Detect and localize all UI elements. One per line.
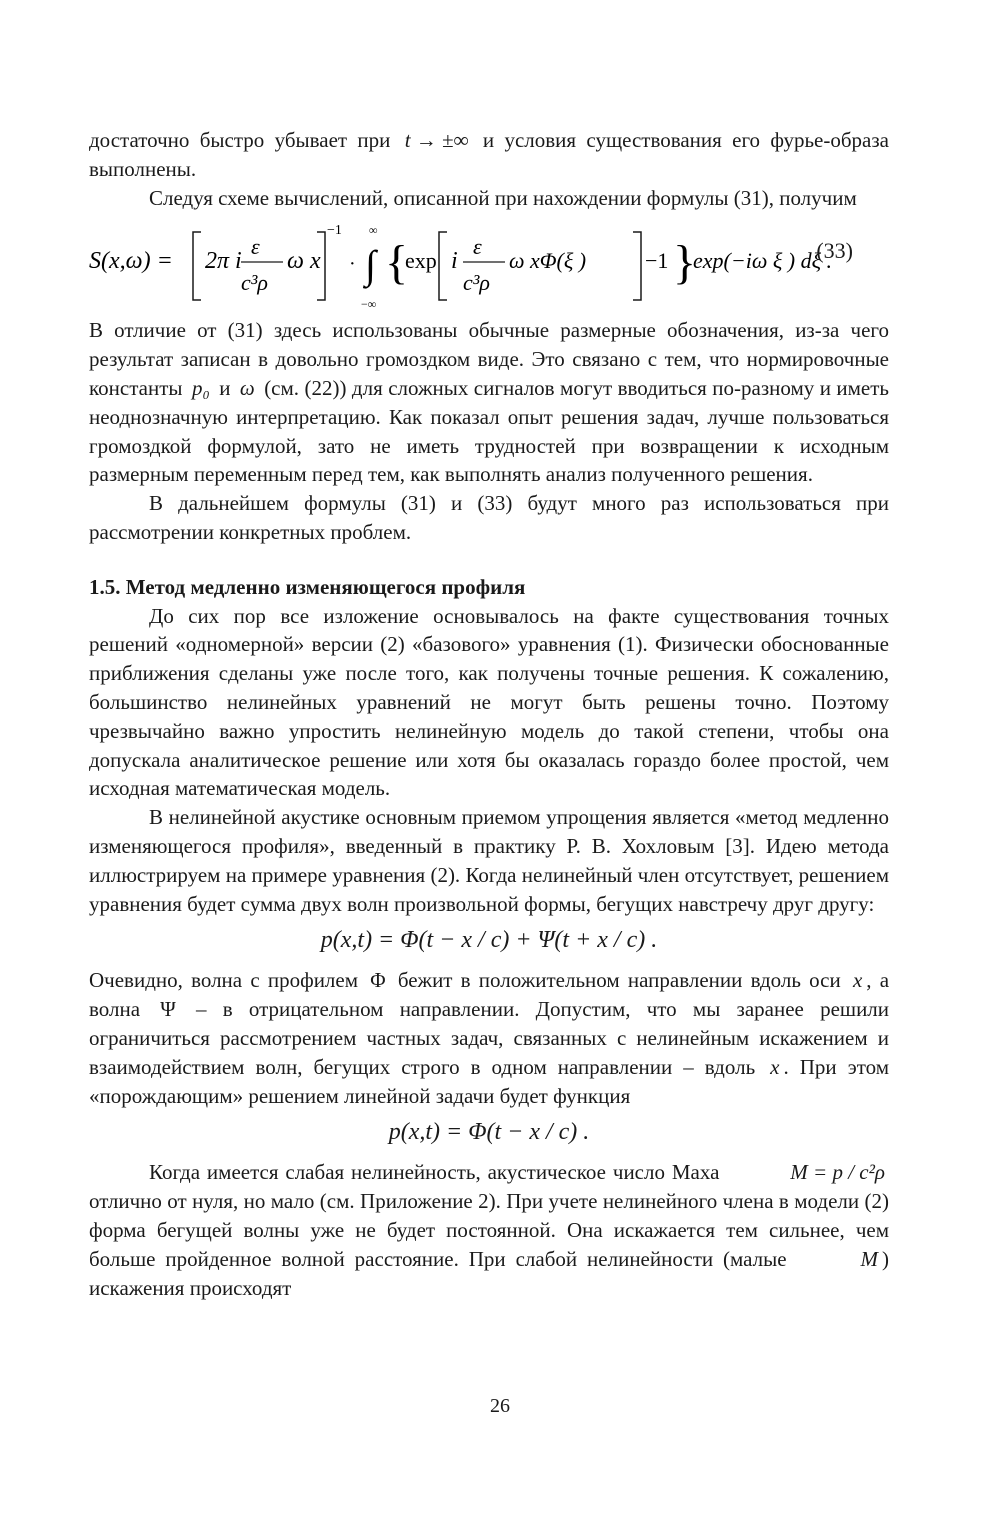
symbol-x-2: x [770,1054,780,1079]
mach-number-formula: M = p / c²ρ [790,1160,885,1185]
section-heading: 1.5. Метод медленно изменяющегося профиля [89,574,526,599]
equation-one-wave: p(x,t) = Φ(t − x / c) . [388,1119,590,1146]
c3rho-2: c³ρ [463,270,490,296]
formula-lhs: S(x,ω) = [89,248,173,275]
paragraph-future: В дальнейшем формулы (31) и (33) будут много раз использоваться при рассмотрении конкретных проблем. [89,491,889,544]
two-pi-i: 2π i [205,248,242,275]
equation-two-waves: p(x,t) = Φ(t − x / c) + Ψ(t + x / c) . [320,927,658,954]
omega-x-1: ω x [287,248,321,275]
symbol-omega: ω [239,375,255,400]
c3rho-1: c³ρ [241,270,268,296]
limit-condition: t → ±∞ [404,128,469,152]
bracket-right-2 [633,232,641,300]
paragraph-mach: Когда имеется слабая нелинейность, акустическое число Маха M = p / c²ρ отлично от нуля, но мало (см. Приложение 2). При учете нелинейного члена в модели (2) форма бегущей волны уже не будет постоянной. Она искажается тем сильнее, чем больше пройденное волной расстояние. При слабой нелинейности (малые M ) искажения происходят [89,1160,890,1300]
epsilon-1: ε [251,234,260,260]
integral-lower: −∞ [361,297,377,312]
brace-right: } [673,236,697,290]
symbol-phi: Φ [370,968,386,993]
minus-one: −1 [645,248,669,274]
symbol-p0: p₀ [191,375,210,400]
dot-operator: · [349,253,356,276]
i-symbol: i [451,248,458,275]
section-paragraph-1: До сих пор все изложение основывалось на факте существования точных решений «одномерной» версии (2) «базового» уравнения (1). Физически обоснованные приближения сделаны уже после того, как получены точные решения. К сожалению, большинство нелинейных уравнений не могут быть решены точно. Поэтому чрезвычайно важно упростить нелинейную модель до такой степени, чтобы она допускала аналитическое решение или хотя бы оказалась гораздо более простой, чем исходная математическая модель. [89,603,889,801]
brace-left: { [385,236,409,290]
exp-word: exp [405,248,437,274]
paragraph-directions: Очевидно, волна с профилем Φ бежит в положительном направлении вдоль оси x , а волна Ψ – в отрицательном направлении. Допустим, что мы заранее решили ограничиться рассмотрением частных задач, связанных с нелинейным искажением и взаимодействием волн, бегущих строго в одном направлении – вдоль x . При этом «порождающим» решением линейной задачи будет функция [89,968,890,1108]
bracket-left-2 [439,232,447,300]
integral-sign: ∫ [365,242,376,288]
equation-number-33: (33) [816,238,853,264]
exp-tail: exp(−iω ξ ) dξ . [693,248,833,274]
symbol-m: M [860,1246,879,1271]
symbol-psi: Ψ [160,997,176,1022]
paragraph-after-33: В отличие от (31) здесь использованы обычные размерные обозначения, из-за чего результат записан в довольно громоздком виде. Это связано с тем, что нормировочные константы p₀ и ω (см. (22)) для сложных сигналов могут вводиться по-разному и иметь неоднозначную интерпретацию. Как показал опыт решения задач, лучше пользоваться громоздкой формулой, зато не иметь трудностей при возвращении к исходным размерным переменным перед тем, как выполнять анализ полученного решения. [89,318,889,487]
epsilon-2: ε [473,234,482,260]
page-number: 26 [490,1395,510,1417]
formula-33-graphic [89,212,889,312]
symbol-x: x [852,968,863,993]
top-paragraph: достаточно быстро убывает при t → ±∞ и условия существования его фурье-образа выполнены. [89,128,889,181]
integral-upper: ∞ [369,223,378,238]
omega-x-phi: ω xΦ(ξ ) [509,248,587,274]
section-paragraph-2: В нелинейной акустике основным приемом упрощения является «метод медленно изменяющегося профиля», введенный в практику Р. В. Хохловым [3]. Идею метода иллюстрируем на примере уравнения (2). Когда нелинейный член отсутствует, решением уравнения будет сумма двух волн произвольной формы, бегущих навстречу друг другу: [89,805,889,916]
bracket-left-1 [193,232,201,300]
page-body [89,126,889,1302]
formula-33 [89,212,889,312]
power-minus-one: −1 [327,223,342,239]
intro-paragraph: Следуя схеме вычислений, описанной при нахождении формулы (31), получим [149,185,857,210]
